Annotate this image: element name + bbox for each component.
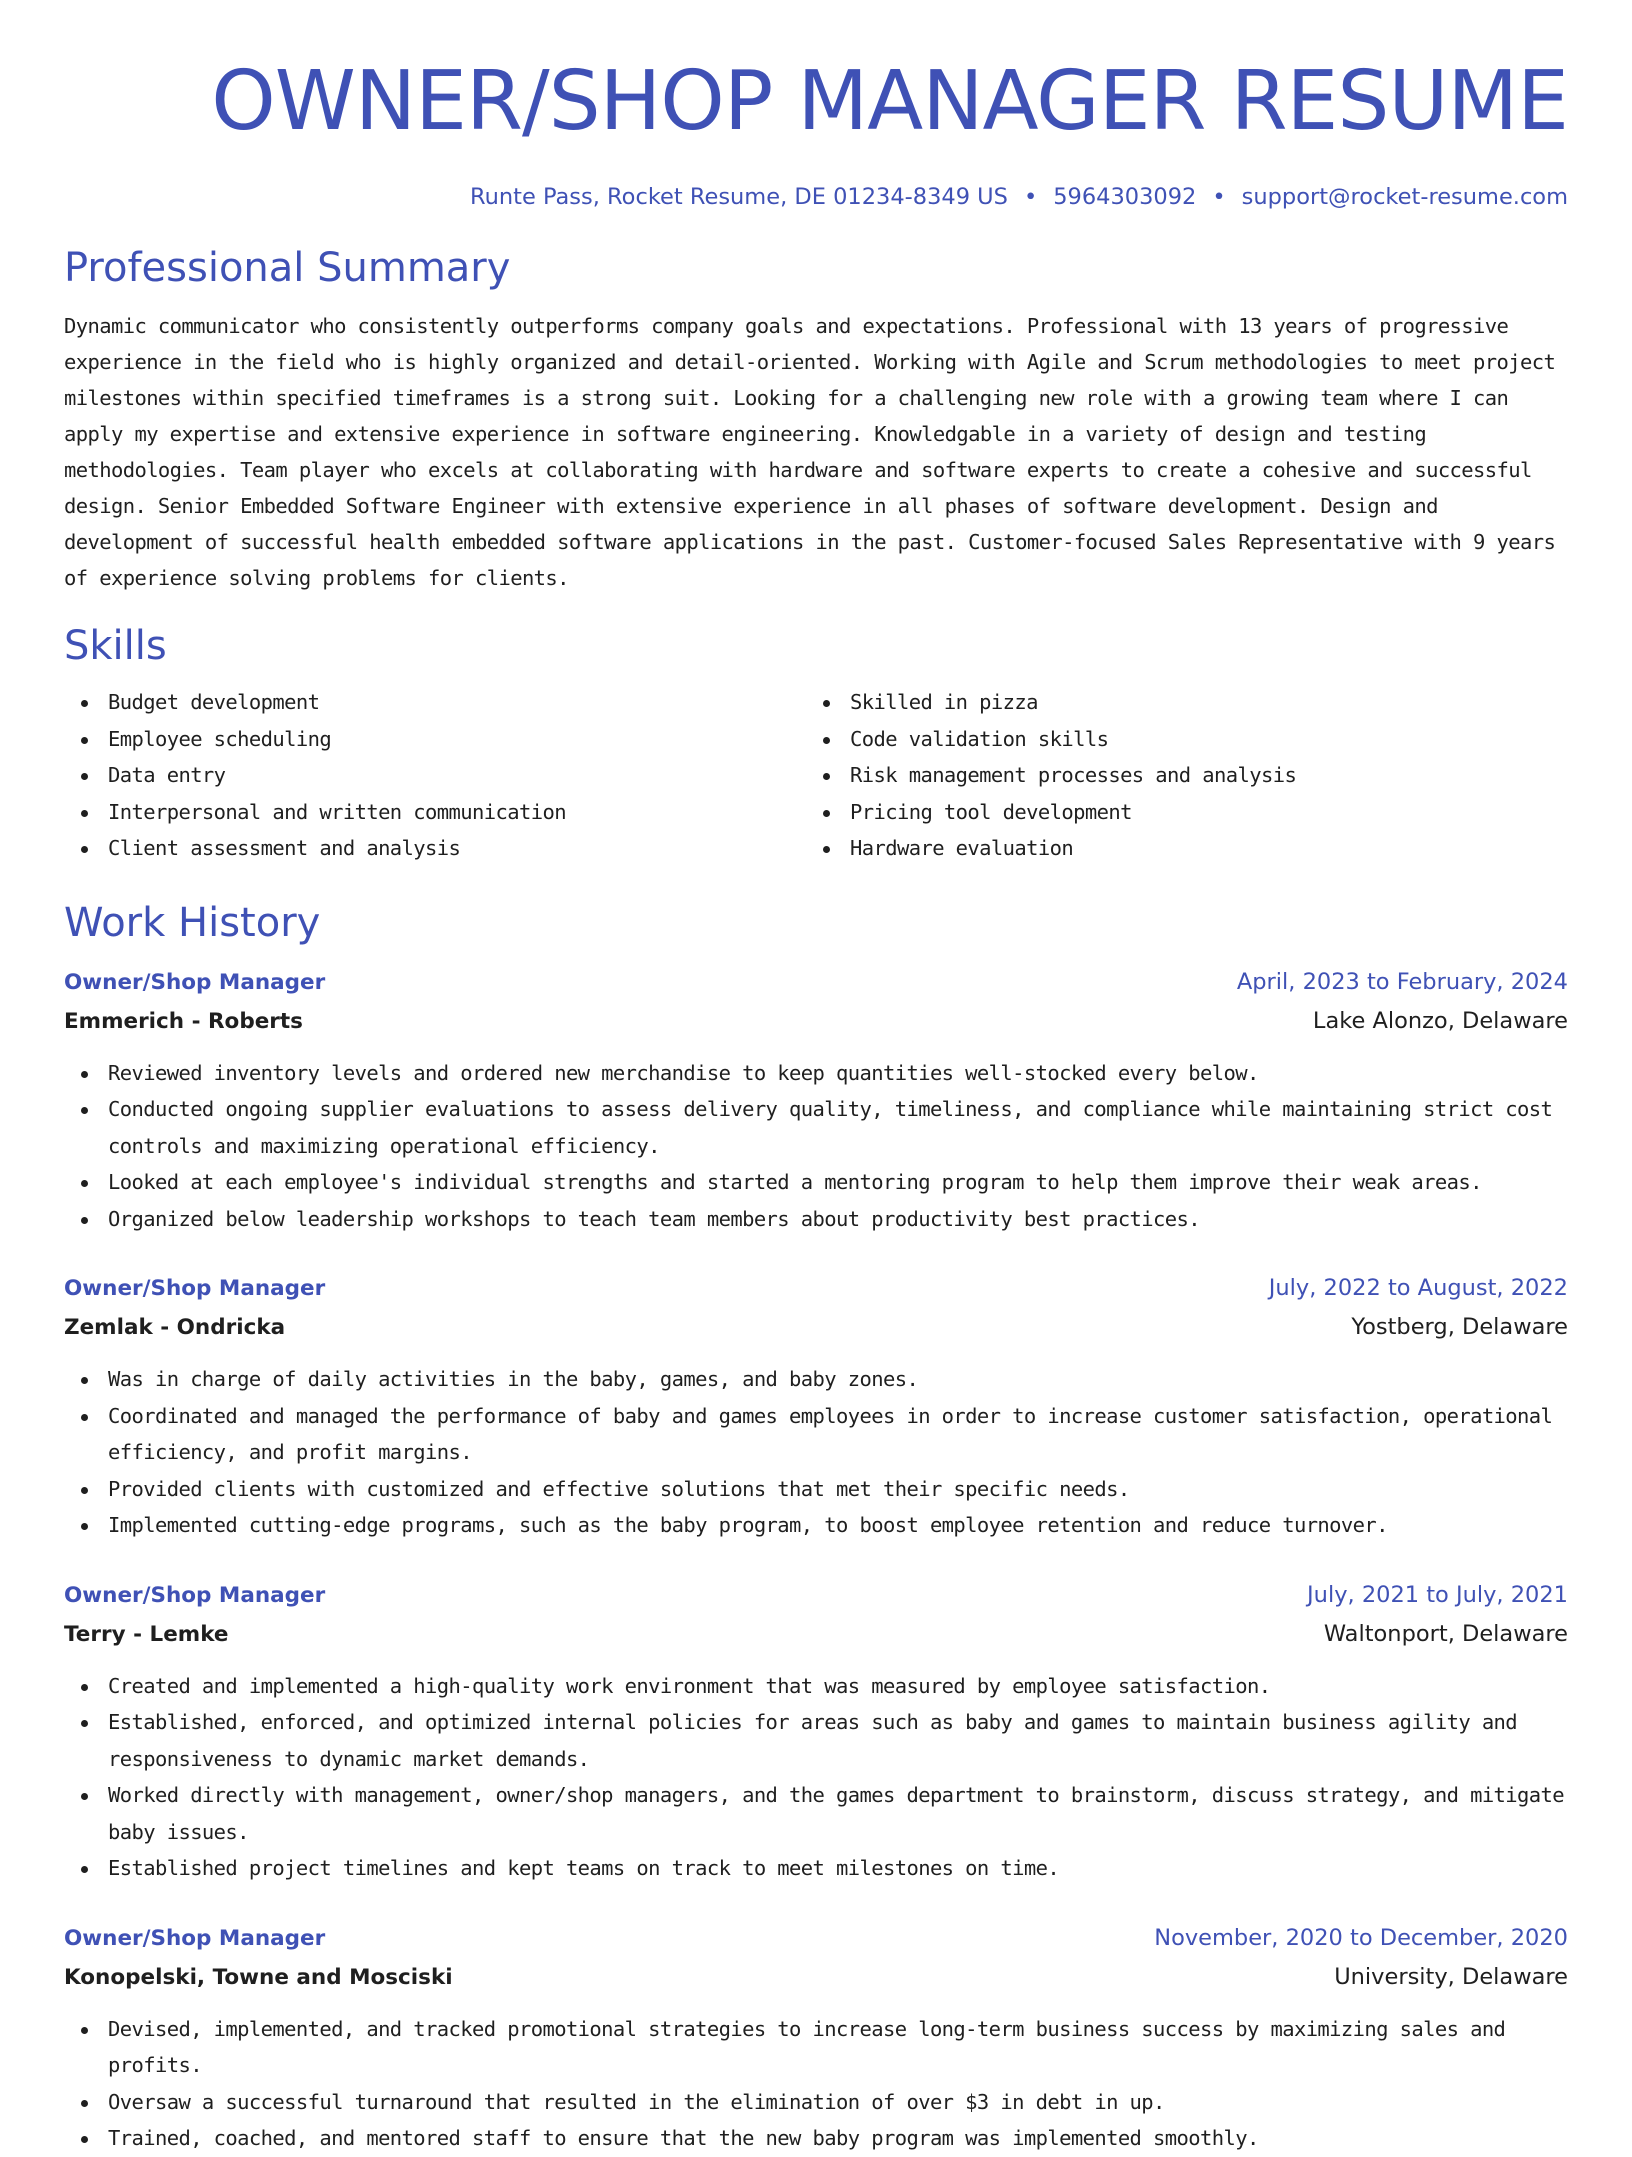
- skill-item: [806, 757, 1568, 794]
- job-bullets: [64, 2011, 1568, 2157]
- job-company: Emmerich - Roberts: [64, 1008, 303, 1034]
- job-bullet-text: Implemented cutting-edge programs, such as the baby program, to boost employee retention and reduce turnover.: [108, 1513, 1388, 1537]
- job-bullet: [64, 1055, 1568, 1092]
- job-location: Yostberg, Delaware: [1351, 1314, 1568, 1340]
- bullet-dot-icon: [81, 1487, 88, 1494]
- section-title-summary: Professional Summary: [64, 245, 511, 291]
- bullet-dot-icon: [81, 1377, 88, 1384]
- job-bullet-text: Organized below leadership workshops to teach team members about productivity best practices.: [108, 1206, 1201, 1231]
- section-title-skills: Skills: [64, 623, 167, 669]
- bullet-dot-icon: [81, 1107, 88, 1114]
- contact-email: support@rocket-resume.com: [1241, 184, 1568, 210]
- job-bullet: [64, 1091, 1568, 1164]
- job-role: Owner/Shop Manager: [64, 969, 326, 995]
- bullet-dot-icon: [81, 1866, 88, 1873]
- section-title-work-history: Work History: [64, 899, 321, 946]
- job-role: Owner/Shop Manager: [64, 1925, 326, 1951]
- job-bullet-text: Reviewed inventory levels and ordered new merchandise to keep quantities well-stocked every below.: [108, 1060, 1259, 1085]
- job-header-row: [64, 1269, 1568, 1308]
- job-bullet-text: Oversaw a successful turnaround that resulted in the elimination of over $3 in debt in up.: [108, 2089, 1165, 2114]
- job-bullet-text: Was in charge of daily activities in the baby, games, and baby zones.: [108, 1367, 919, 1391]
- skill-item: [64, 684, 806, 721]
- skill-item: [806, 794, 1568, 831]
- job-bullet: [64, 1361, 1568, 1398]
- job-bullets: [64, 1668, 1568, 1887]
- job-bullet-text: Coordinated and managed the performance of baby and games employees in order to increase customer satisfaction, operational efficiency, and profit margins.: [108, 1403, 1553, 1464]
- job-bullet: [64, 2084, 1568, 2121]
- skill-label: Interpersonal and written communication: [108, 799, 566, 824]
- job-bullet: [64, 1164, 1568, 1201]
- job-bullet: [64, 1471, 1568, 1508]
- job-bullet-text: Devised, implemented, and tracked promotional strategies to increase long-term business success by maximizing sales and profits.: [108, 2016, 1506, 2077]
- bullet-dot-icon: [81, 737, 88, 744]
- skills-grid: [64, 684, 1568, 867]
- job-bullet-text: Trained, coached, and mentored staff to ensure that the new baby program was implemented smoothly.: [108, 2126, 1259, 2150]
- job-entry: [64, 1919, 1568, 2157]
- job-header-row: [64, 963, 1568, 1002]
- skill-label: Pricing tool development: [850, 799, 1132, 824]
- bullet-dot-icon: [81, 2100, 88, 2107]
- job-dates: July, 2022 to August, 2022: [1268, 1275, 1568, 1301]
- job-dates: July, 2021 to July, 2021: [1307, 1581, 1568, 1608]
- skill-item: [64, 830, 806, 867]
- job-header-row: [64, 1576, 1568, 1615]
- job-bullet-text: Established, enforced, and optimized internal policies for areas such as baby and games to maintain business agility and responsiveness to dynamic market demands.: [108, 1710, 1518, 1771]
- job-company-row: [64, 1002, 1568, 1041]
- job-location: Waltonport, Delaware: [1323, 1620, 1568, 1647]
- bullet-dot-icon: [81, 1793, 88, 1800]
- skill-label: Code validation skills: [850, 726, 1109, 751]
- job-bullet-text: Conducted ongoing supplier evaluations to assess delivery quality, timeliness, and compliance while maintaining strict cost controls and maximizing operational efficiency.: [108, 1097, 1553, 1158]
- skill-item: [64, 794, 806, 831]
- job-bullet: [64, 2120, 1568, 2157]
- bullet-dot-icon: [81, 1414, 88, 1421]
- job-bullet-text: Looked at each employee's individual strengths and started a mentoring program to help them improve their weak areas.: [108, 1170, 1482, 1194]
- job-bullets: [64, 1055, 1568, 1238]
- job-role: Owner/Shop Manager: [64, 1582, 326, 1608]
- contact-address: Runte Pass, Rocket Resume, DE 01234-8349 US: [470, 184, 1008, 210]
- job-dates: April, 2023 to February, 2024: [1236, 968, 1568, 995]
- bullet-dot-icon: [81, 846, 88, 853]
- job-company: Konopelski, Towne and Mosciski: [64, 1964, 453, 1990]
- bullet-dot-icon: [81, 1684, 88, 1691]
- job-header-row: [64, 1919, 1568, 1958]
- skill-item: [64, 721, 806, 758]
- bullet-dot-icon: [81, 810, 88, 817]
- job-company-row: [64, 1615, 1568, 1654]
- bullet-dot-icon: [81, 1523, 88, 1530]
- job-bullet: [64, 2011, 1568, 2084]
- skill-label: Employee scheduling: [108, 726, 332, 751]
- job-bullet: [64, 1777, 1568, 1850]
- job-company: Zemlak - Ondricka: [64, 1315, 286, 1340]
- skills-list-left: [64, 684, 806, 867]
- job-bullet-text: Created and implemented a high-quality work environment that was measured by employee satisfaction.: [108, 1673, 1271, 1698]
- bullet-dot-icon: [823, 773, 830, 780]
- skill-item: [806, 830, 1568, 867]
- job-bullet: [64, 1850, 1568, 1887]
- skill-label: Hardware evaluation: [850, 836, 1074, 860]
- skill-item: [806, 684, 1568, 721]
- skill-label: Skilled in pizza: [850, 690, 1038, 714]
- bullet-dot-icon: [81, 773, 88, 780]
- contact-phone: 5964303092: [1053, 184, 1197, 210]
- job-dates: November, 2020 to December, 2020: [1154, 1924, 1568, 1951]
- job-location: University, Delaware: [1334, 1963, 1568, 1990]
- bullet-dot-icon: [823, 846, 830, 853]
- contact-line: [64, 180, 1568, 214]
- job-bullet: [64, 1704, 1568, 1777]
- skill-label: Budget development: [108, 690, 320, 714]
- bullet-dot-icon: [81, 1217, 88, 1224]
- bullet-dot-icon: [823, 810, 830, 817]
- bullet-dot-icon: [81, 2027, 88, 2034]
- skill-item: [806, 721, 1568, 758]
- skill-label: Client assessment and analysis: [108, 836, 461, 860]
- bullet-dot-icon: [823, 700, 830, 707]
- bullet-dot-icon: [81, 1720, 88, 1727]
- job-bullet: [64, 1507, 1568, 1544]
- contact-separator: •: [1023, 184, 1038, 210]
- job-bullets: [64, 1361, 1568, 1544]
- job-bullet-text: Worked directly with management, owner/shop managers, and the games department to brainstorm, discuss strategy, and mitigate baby issues.: [108, 1783, 1565, 1844]
- job-entry: [64, 963, 1568, 1238]
- resume-page: [64, 0, 1568, 2157]
- job-company-row: [64, 1958, 1568, 1997]
- job-bullet: [64, 1668, 1568, 1705]
- job-bullet: [64, 1398, 1568, 1471]
- summary-text: Dynamic communicator who consistently outperforms company goals and expectations. Professional with 13 years of progressive experience in the field who is highly organized and detail-oriented. Working with Agile and Scrum methodologies to meet project milestones within specified timeframes is a strong suit. Looking for a challenging new role with a growing team where I can apply my expertise and extensive experience in software engineering. Knowledgable in a variety of design and testing methodologies. Team player who excels at collaborating with hardware and software experts to create a cohesive and successful design. Senior Embedded Software Engineer with extensive experience in all phases of software development. Design and development of successful health embedded software applications in the past. Customer-focused Sales Representative with 9 years of experience solving problems for clients.: [64, 314, 1556, 590]
- job-entry: [64, 1269, 1568, 1544]
- bullet-dot-icon: [81, 1180, 88, 1187]
- skills-list-right: [806, 684, 1568, 867]
- skill-label: Risk management processes and analysis: [850, 763, 1297, 787]
- job-bullet: [64, 1201, 1568, 1238]
- job-location: Lake Alonzo, Delaware: [1312, 1007, 1568, 1034]
- skill-label: Data entry: [108, 763, 226, 787]
- resume-title: OWNER/SHOP MANAGER RESUME: [211, 54, 1568, 149]
- skill-item: [64, 757, 806, 794]
- contact-separator: •: [1212, 184, 1226, 210]
- job-bullet-text: Provided clients with customized and effective solutions that met their specific needs.: [108, 1476, 1130, 1501]
- bullet-dot-icon: [81, 1071, 88, 1078]
- bullet-dot-icon: [81, 2136, 88, 2143]
- job-bullet-text: Established project timelines and kept teams on track to meet milestones on time.: [108, 1856, 1060, 1880]
- job-company-row: [64, 1308, 1568, 1347]
- job-entry: [64, 1576, 1568, 1887]
- job-company: Terry - Lemke: [64, 1621, 229, 1647]
- bullet-dot-icon: [823, 737, 830, 744]
- bullet-dot-icon: [81, 700, 88, 707]
- job-role: Owner/Shop Manager: [64, 1276, 326, 1301]
